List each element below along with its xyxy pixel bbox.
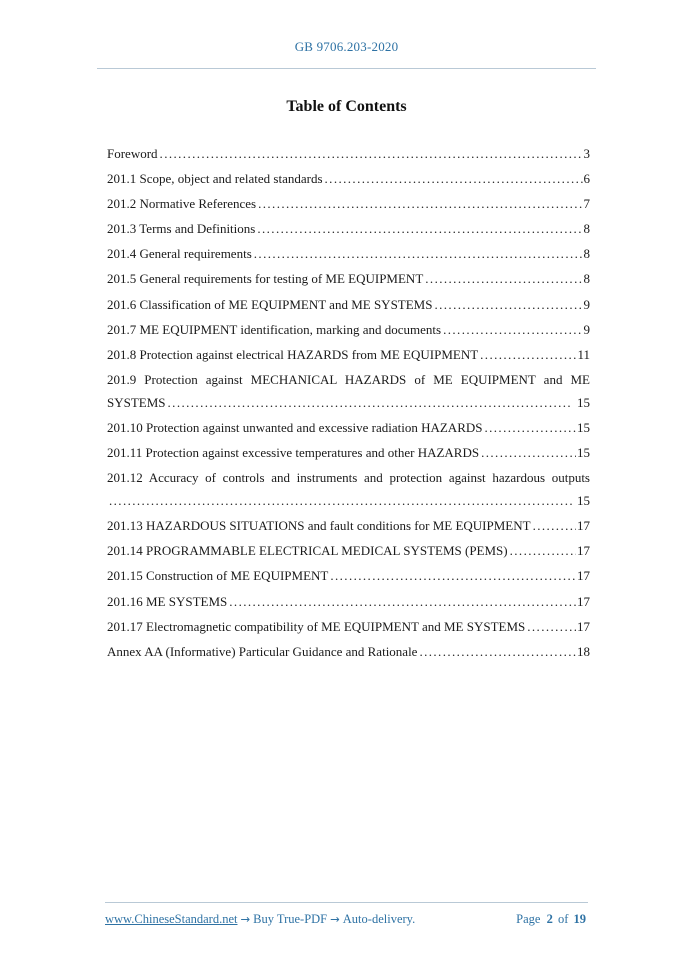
toc-entry-page: 8	[583, 246, 590, 262]
toc-leader-dots	[229, 590, 576, 613]
toc-leader-dots	[510, 539, 576, 562]
toc-leader-dots	[484, 416, 576, 439]
toc-entry-page: 9	[583, 321, 590, 337]
toc-entry	[107, 640, 590, 663]
toc-entry-row	[107, 416, 590, 439]
toc-entry-label: 201.16 ME SYSTEMS	[107, 593, 228, 609]
toc-leader-dots	[258, 192, 582, 215]
toc-entry-row	[107, 539, 590, 562]
toc-entry-page: 6	[583, 171, 590, 187]
toc-entry	[107, 167, 590, 190]
buy-pdf-label: Buy True-PDF	[253, 912, 328, 926]
toc-entry	[107, 217, 590, 240]
toc-entry	[107, 514, 590, 537]
toc-entry	[107, 318, 590, 341]
toc-entry	[107, 142, 590, 165]
toc-leader-dots	[527, 615, 576, 638]
toc-leader-dots	[109, 489, 573, 512]
header-divider	[97, 68, 596, 69]
toc-leader-dots	[434, 293, 582, 316]
toc-entry-label: 201.2 Normative References	[107, 196, 257, 212]
toc-list	[107, 142, 590, 663]
toc-entry-row	[107, 318, 590, 341]
arrow-right-icon: →	[240, 912, 251, 926]
toc-entry-label: 201.14 PROGRAMMABLE ELECTRICAL MEDICAL SYSTEMS (PEMS)	[107, 543, 508, 559]
toc-entry-label: Annex AA (Informative) Particular Guidance and Rationale	[107, 643, 418, 659]
toc-entry-page: 8	[583, 221, 590, 237]
toc-entry-row	[107, 441, 590, 464]
toc-leader-dots	[481, 441, 576, 464]
arrow-right-icon: →	[330, 912, 340, 926]
toc-entry-line1: 201.9 Protection against MECHANICAL HAZARDS of ME EQUIPMENT and ME	[107, 371, 590, 387]
toc-entry-label: 201.17 Electromagnetic compatibility of ME EQUIPMENT and ME SYSTEMS	[107, 618, 526, 634]
toc-entry-label: 201.6 Classification of ME EQUIPMENT and ME SYSTEMS	[107, 296, 433, 312]
toc-leader-dots	[254, 242, 583, 265]
toc-entry-page: 17	[577, 518, 590, 534]
toc-entry-row	[107, 167, 590, 190]
toc-entry-label: 201.8 Protection against electrical HAZARDS from ME EQUIPMENT	[107, 346, 479, 362]
toc-entry-page: 17	[577, 618, 590, 634]
website-link[interactable]: www.ChineseStandard.net	[105, 912, 238, 926]
toc-leader-dots	[325, 167, 583, 190]
toc-entry-label: 201.3 Terms and Definitions	[107, 221, 256, 237]
toc-entry-row	[107, 142, 590, 165]
toc-entry-page: 15	[573, 394, 590, 410]
toc-entry	[107, 564, 590, 587]
toc-entry	[107, 293, 590, 316]
toc-entry-page: 7	[583, 196, 590, 212]
page-header	[0, 0, 693, 69]
toc-title: Table of Contents	[286, 98, 407, 115]
toc-entry-row	[107, 391, 590, 414]
current-page-number: 2	[546, 912, 553, 926]
toc-entry-line1: 201.12 Accuracy of controls and instruments and protection against hazardous outputs	[107, 470, 590, 486]
footer-left	[105, 912, 415, 927]
toc-entry-row	[107, 217, 590, 240]
toc-entry	[107, 416, 590, 439]
toc-entry	[107, 192, 590, 215]
toc-entry-label: 201.13 HAZARDOUS SITUATIONS and fault conditions for ME EQUIPMENT	[107, 518, 531, 534]
toc-leader-dots	[419, 640, 576, 663]
toc-leader-dots	[330, 564, 576, 587]
toc-entry-page: 9	[583, 296, 590, 312]
toc-entry-row	[107, 514, 590, 537]
toc-entry-label: 201.4 General requirements	[107, 246, 252, 262]
auto-delivery-label: Auto-delivery.	[342, 912, 416, 926]
toc-entry-page: 17	[577, 543, 590, 559]
toc-entry-row	[107, 293, 590, 316]
toc-leader-dots	[533, 514, 576, 537]
toc-entry	[107, 539, 590, 562]
toc-entry-page: 3	[583, 146, 590, 161]
standard-number: GB 9706.203-2020	[294, 39, 399, 54]
toc-leader-dots	[480, 343, 576, 366]
total-page-number: 19	[573, 912, 586, 926]
toc-entry-page: 15	[577, 445, 590, 461]
toc-entry-row	[107, 242, 590, 265]
footer-content	[105, 903, 588, 927]
toc-entry-page: 15	[573, 493, 590, 509]
toc-leader-dots	[168, 391, 573, 414]
toc-entry-label: SYSTEMS	[107, 394, 166, 410]
page-indicator	[516, 912, 588, 927]
page-of-word: of	[557, 912, 569, 926]
toc-entry	[107, 441, 590, 464]
toc-entry-row	[107, 343, 590, 366]
toc-entry	[107, 590, 590, 613]
toc-entry-page: 8	[583, 271, 590, 287]
toc-entry-row	[107, 615, 590, 638]
toc-leader-dots	[160, 142, 583, 165]
toc-entry-label: 201.10 Protection against unwanted and excessive radiation HAZARDS	[107, 419, 483, 435]
toc-entry-label: Foreword	[107, 146, 158, 161]
toc-entry-row	[107, 640, 590, 663]
toc-entry-row	[107, 192, 590, 215]
toc-entry-label: 201.11 Protection against excessive temperatures and other HAZARDS	[107, 445, 480, 461]
toc-entry-row	[107, 590, 590, 613]
toc-entry-label: 201.7 ME EQUIPMENT identification, marking and documents	[107, 321, 442, 337]
toc-entry-page: 18	[577, 643, 590, 659]
toc-entry	[107, 343, 590, 366]
toc-entry	[107, 466, 590, 512]
toc-leader-dots	[257, 217, 582, 240]
toc-entry-page: 11	[577, 346, 590, 362]
page-footer	[105, 902, 588, 927]
toc-entry-row	[107, 564, 590, 587]
toc-leader-dots	[443, 318, 582, 341]
toc-entry	[107, 615, 590, 638]
toc-entry-label: 201.5 General requirements for testing of ME EQUIPMENT	[107, 271, 424, 287]
toc-entry	[107, 242, 590, 265]
toc-entry-page: 17	[577, 568, 590, 584]
toc-entry-label: 201.1 Scope, object and related standards	[107, 171, 323, 187]
page-word: Page	[516, 912, 541, 926]
toc-entry	[107, 267, 590, 290]
toc-entry-page: 17	[577, 593, 590, 609]
toc-entry-label: 201.15 Construction of ME EQUIPMENT	[107, 568, 329, 584]
toc-entry-page: 15	[577, 419, 590, 435]
toc-entry	[107, 368, 590, 414]
toc-entry-row	[107, 267, 590, 290]
toc-entry-row	[107, 489, 590, 512]
toc-leader-dots	[425, 267, 582, 290]
